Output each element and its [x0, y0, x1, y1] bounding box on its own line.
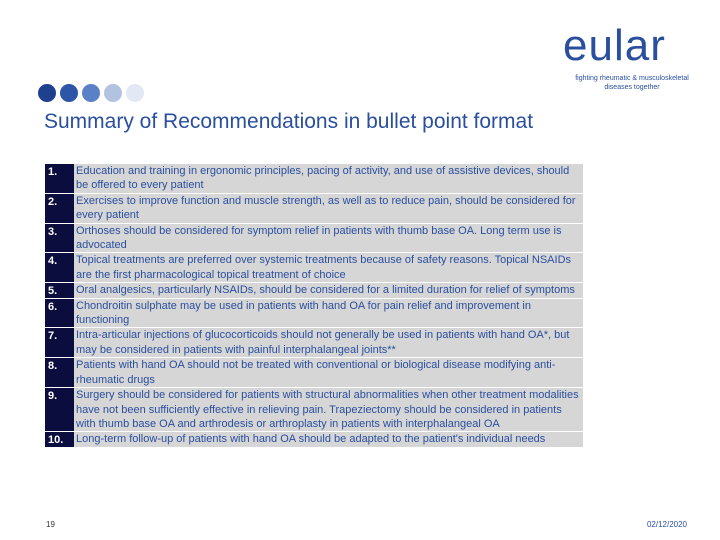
recommendation-row	[45, 358, 583, 387]
recommendation-row	[45, 432, 583, 446]
recommendation-row	[45, 164, 583, 193]
recommendation-text: Chondroitin sulphate may be used in patients with hand OA for pain relief and improvement in functioning	[76, 299, 531, 327]
decorative-dots	[38, 84, 144, 102]
recommendation-row	[45, 283, 583, 297]
recommendation-number: 1.	[45, 164, 74, 193]
slide-date: 02/12/2020	[646, 520, 687, 529]
recommendation-text: Patients with hand OA should not be treated with conventional or biological disease modifying anti-rheumatic drugs	[76, 359, 556, 386]
recommendation-row	[45, 299, 583, 328]
recommendation-row	[45, 253, 583, 282]
recommendation-row	[45, 194, 583, 223]
dot-icon	[38, 84, 56, 102]
recommendations-list	[45, 164, 583, 447]
page-number: 19	[46, 520, 55, 529]
recommendation-text: Topical treatments are preferred over systemic treatments because of safety reasons. Topical NSAIDs are the first pharmacological topical treatment of choice	[76, 254, 572, 281]
dot-icon	[126, 84, 144, 102]
recommendation-text: Exercises to improve function and muscle strength, as well as to reduce pain, should be considered for every patient	[76, 194, 576, 222]
recommendation-text: Long-term follow-up of patients with hand OA should be adapted to the patient's individual needs	[76, 433, 546, 446]
slide-title: Summary of Recommendations in bullet point format	[44, 110, 534, 133]
recommendation-text: Education and training in ergonomic principles, pacing of activity, and use of assistive devices, should be offered to every patient	[76, 165, 570, 192]
eular-logo	[563, 22, 703, 102]
recommendation-number: 5.	[45, 283, 74, 297]
recommendation-number: 10.	[45, 432, 74, 446]
recommendation-number: 8.	[45, 358, 74, 387]
logo-tagline-line-2: diseases together	[604, 84, 660, 91]
recommendation-number: 4.	[45, 253, 74, 282]
recommendation-text: Orthoses should be considered for symptom relief in patients with thumb base OA. Long term use is advocated	[76, 224, 562, 252]
logo-wordmark: eular	[563, 21, 666, 70]
recommendation-number: 7.	[45, 328, 74, 357]
recommendation-number: 3.	[45, 224, 74, 253]
logo-tagline	[565, 74, 699, 92]
recommendation-row	[45, 224, 583, 253]
recommendation-number: 9.	[45, 388, 74, 431]
logo-tagline-line-1: fighting rheumatic & musculoskeletal	[575, 75, 689, 82]
recommendation-number: 2.	[45, 194, 74, 223]
dot-icon	[60, 84, 78, 102]
recommendation-row	[45, 388, 583, 431]
dot-icon	[82, 84, 100, 102]
recommendation-number: 6.	[45, 299, 74, 328]
recommendation-row	[45, 328, 583, 357]
dot-icon	[104, 84, 122, 102]
recommendation-text: Surgery should be considered for patients with structural abnormalities when other treatment modalities have not been sufficiently effective in relieving pain. Trapeziectomy should be considered in patients with thumb base OA and arthrodesis or arthroplasty in patients with interphalangeal OA	[76, 389, 579, 430]
recommendation-text: Oral analgesics, particularly NSAIDs, should be considered for a limited duration for relief of symptoms	[76, 284, 575, 297]
recommendation-text: Intra-articular injections of glucocorticoids should not generally be used in patients with hand OA*, but may be considered in patients with painful interphalangeal joints**	[76, 329, 570, 356]
